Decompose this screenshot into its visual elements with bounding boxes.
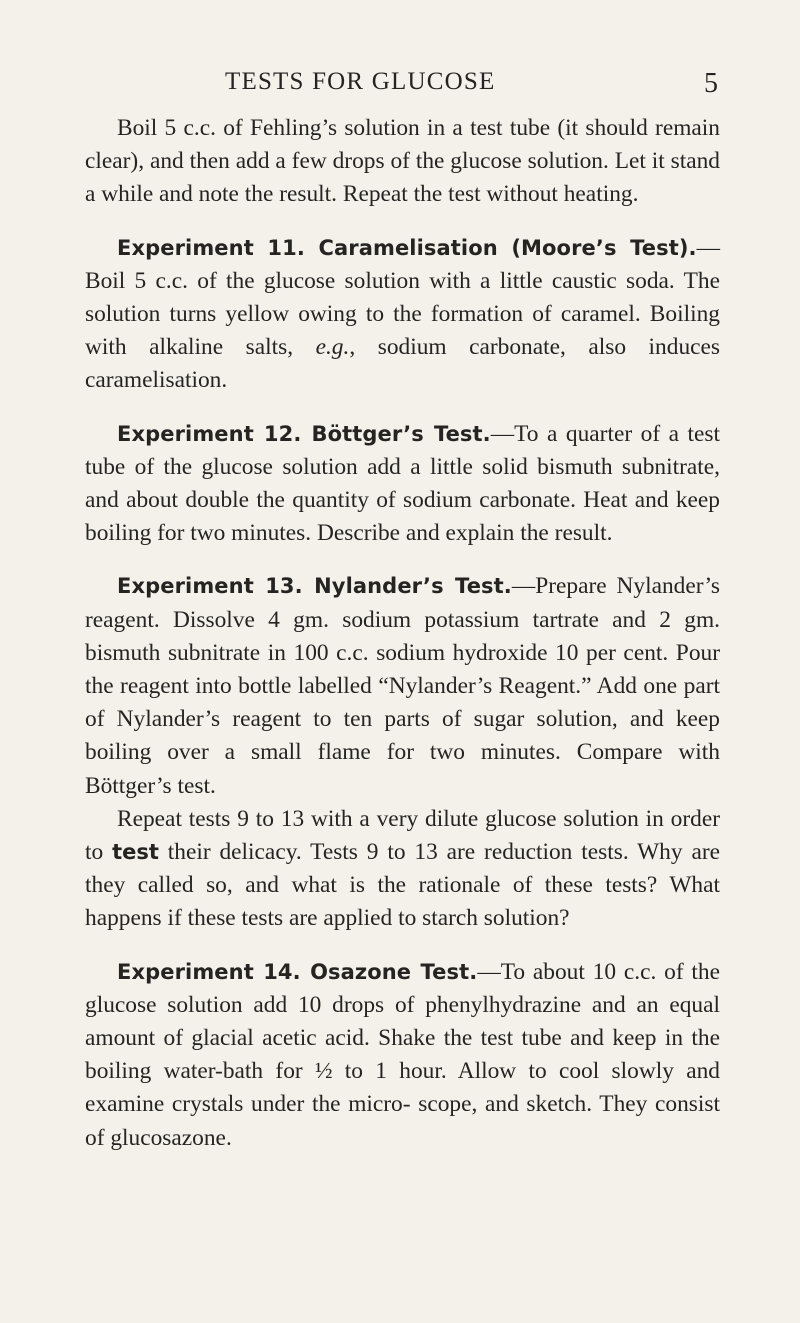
fehling-text: Boil 5 c.c. of Fehling’s solution in a test tube (it should remain clear), and then add a few drops of the glucose solution. Let it stand a while and note the result. Repeat the test without heating. [85, 115, 720, 208]
repeat-paragraph [85, 803, 720, 936]
experiment-12-paragraph [85, 418, 720, 551]
repeat-text-b: their delicacy. Tests 9 to 13 are reduction tests. Why are they called so, and what is the rationale of these tests? What happens if these tests are applied to starch solution? [85, 839, 720, 932]
experiment-14-text-b: scope, and sketch. They consist of glucosazone. [85, 1091, 720, 1151]
experiment-11-heading: Experiment 11. Caramelisation (Moore’s Test). [117, 235, 697, 260]
experiment-13-paragraph [85, 570, 720, 802]
experiment-11-eg: e.g. [315, 334, 350, 361]
experiment-11-text-b: , sodium carbonate, also induces caramelisation. [85, 334, 721, 394]
body-text [85, 112, 720, 1155]
experiment-11-paragraph [85, 232, 720, 398]
running-title: TESTS FOR GLUCOSE [225, 68, 496, 95]
experiment-14-text-a: —To about 10 c.c. of the glucose solution add 10 drops of phenylhydrazine and an equal amount of glacial acetic acid. Shake the test tube and keep in the boiling water-bath for ½ to 1 hour. Allow to cool slowly and examine crystals under the micro- [85, 958, 720, 1118]
experiment-14-heading: Experiment 14. Osazone Test. [117, 959, 478, 984]
page-number: 5 [704, 68, 718, 99]
experiment-12-heading: Experiment 12. Böttger’s Test. [117, 421, 491, 446]
fehling-paragraph [85, 112, 720, 212]
repeat-test-word: test [112, 840, 159, 865]
experiment-13-text: —Prepare Nylander’s reagent. Dissolve 4 gm. sodium potassium tartrate and 2 gm. bismuth subnitrate in 100 c.c. sodium hydroxide 10 per cent. Pour the reagent into bottle labelled “Nylander’s Reagent.” Add one part of Nylander’s reagent to ten parts of sugar solution, and keep boiling over a small flame for two minutes. Compare with Böttger’s test. [85, 573, 720, 799]
experiment-11-text-a: —Boil 5 c.c. of the glucose solution with a little caustic soda. The solution turns yellow owing to the formation of caramel. Boiling with alkaline salts, [85, 234, 720, 361]
running-head [113, 68, 718, 108]
experiment-13-heading: Experiment 13. Nylander’s Test. [117, 574, 512, 599]
experiment-14-paragraph [85, 956, 720, 1155]
experiment-12-text: —To a quarter of a test tube of the glucose solution add a little solid bismuth subnitrate, and about double the quantity of sodium carbonate. Heat and keep boiling for two minutes. Describe and explain the result. [85, 420, 720, 547]
repeat-text-a: Repeat tests 9 to 13 with a very dilute glucose solution in order to [85, 805, 720, 866]
